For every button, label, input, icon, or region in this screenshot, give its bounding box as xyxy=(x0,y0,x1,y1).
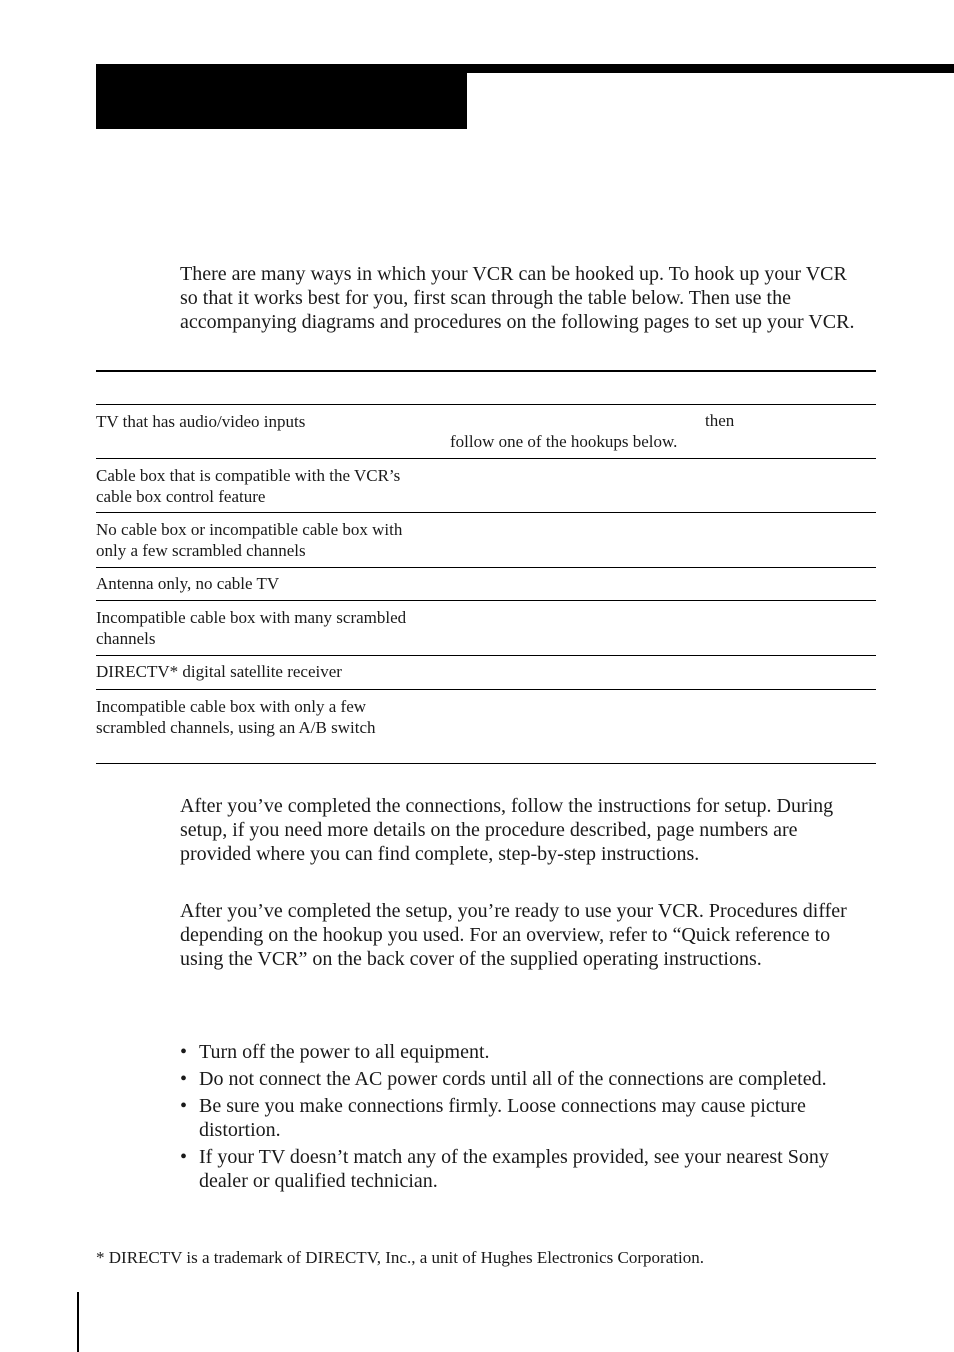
situation-cell: Antenna only, no cable TV xyxy=(96,574,280,593)
bullet-marker: • xyxy=(180,1095,188,1117)
intro-paragraph: There are many ways in which your VCR can be hooked up. To hook up your VCR so that it works best for you, first scan through the table below. Then use the accompanying diagrams and procedures on the following pages to set up your VCR. xyxy=(180,263,855,333)
situation-cell: Incompatible cable box with many scrambled channels xyxy=(96,608,407,648)
after-connections-paragraph: After you’ve completed the connections, follow the instructions for setup. During setup, if you need more details on the procedure described, page numbers are provided where you can find complete, step-by-step instructions. xyxy=(180,795,834,865)
table-row xyxy=(96,405,876,459)
table-row xyxy=(96,459,876,513)
list-item xyxy=(180,1145,870,1193)
trademark-footnote: * DIRECTV is a trademark of DIRECTV, Inc., a unit of Hughes Electronics Corporation. xyxy=(96,1248,704,1267)
bullet-marker: • xyxy=(180,1146,188,1168)
situation-cell: DIRECTV* digital satellite receiver xyxy=(96,662,342,681)
list-item xyxy=(180,1067,870,1091)
section-title-block xyxy=(96,64,467,129)
then-label: then xyxy=(705,411,735,430)
follow-text: follow one of the hookups below. xyxy=(450,432,678,451)
precaution-text: Turn off the power to all equipment. xyxy=(199,1041,490,1063)
hookup-table xyxy=(96,404,876,764)
table-top-rule xyxy=(96,370,876,372)
table-row xyxy=(96,601,876,656)
after-setup-paragraph: After you’ve completed the setup, you’re ready to use your VCR. Procedures differ depending on the hookup you used. For an overview, refer to “Quick reference to using the VCR” on the back cover of the supplied operating instructions. xyxy=(180,900,847,970)
situation-cell: Cable box that is compatible with the VCR’s cable box control feature xyxy=(96,466,401,506)
table-row xyxy=(96,656,876,690)
bullet-marker: • xyxy=(180,1068,188,1090)
table-row xyxy=(96,568,876,601)
situation-cell: Incompatible cable box with only a few scrambled channels, using an A/B switch xyxy=(96,697,376,737)
precaution-text: Do not connect the AC power cords until all of the connections are completed. xyxy=(199,1068,827,1090)
table-row xyxy=(96,513,876,568)
situation-cell: No cable box or incompatible cable box with only a few scrambled channels xyxy=(96,520,403,560)
precautions-list xyxy=(180,1040,870,1196)
bullet-marker: • xyxy=(180,1041,188,1063)
precaution-text: Be sure you make connections firmly. Loose connections may cause picture distortion. xyxy=(199,1095,806,1141)
situation-cell: TV that has audio/video inputs xyxy=(96,412,306,431)
precaution-text: If your TV doesn’t match any of the examples provided, see your nearest Sony dealer or qualified technician. xyxy=(199,1146,829,1192)
page-margin-line xyxy=(77,1292,79,1352)
table-row xyxy=(96,690,876,764)
list-item xyxy=(180,1040,870,1064)
list-item xyxy=(180,1094,870,1142)
